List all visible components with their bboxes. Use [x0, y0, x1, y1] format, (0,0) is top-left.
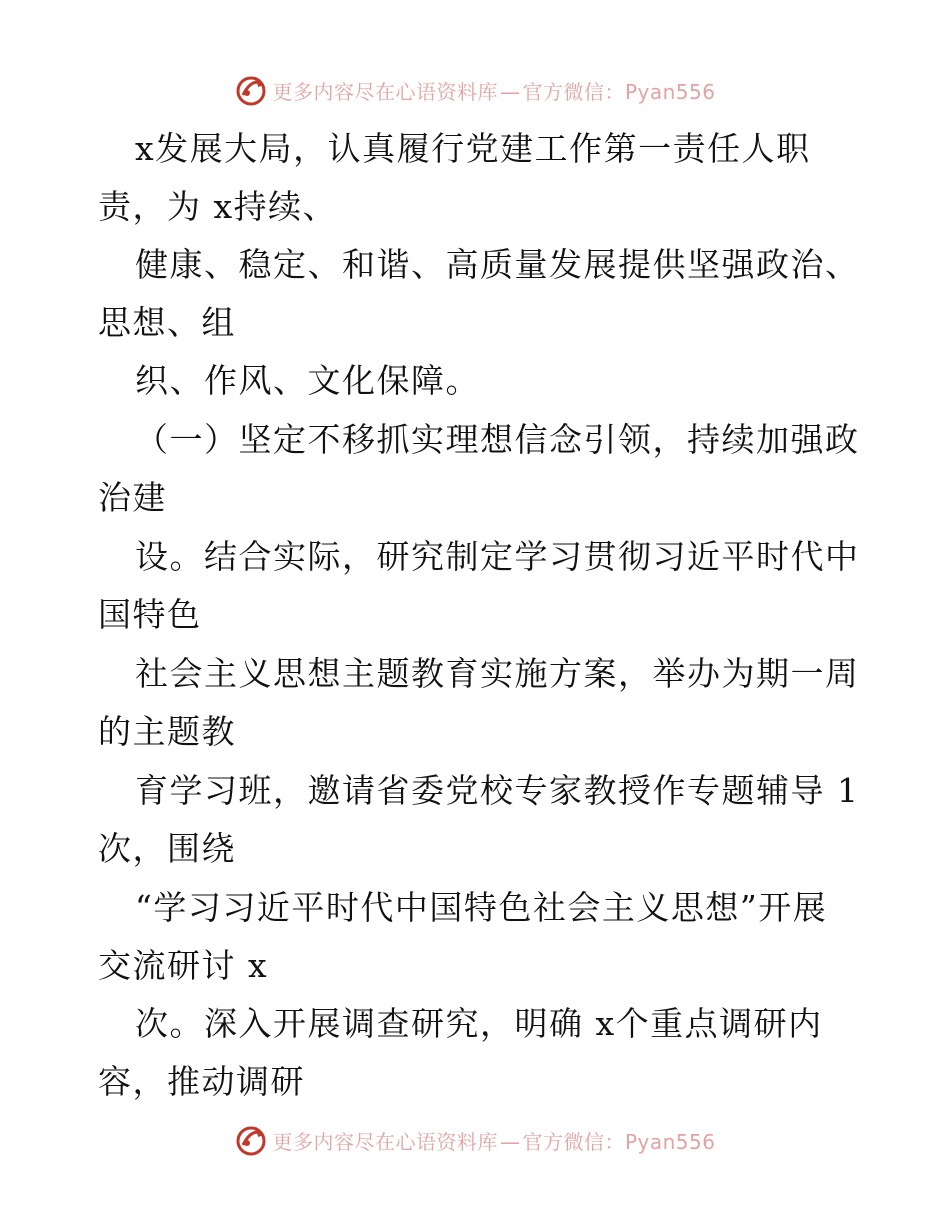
text-line: 治建	[98, 478, 167, 517]
banner-text: 更多内容尽在心语资料库 — 官方微信：Pyan556	[272, 1129, 716, 1154]
text-line: 设。结合实际，研究制定学习贯彻习近平时代中	[135, 537, 860, 576]
footer-banner	[0, 1120, 950, 1160]
text-line: x发展大局，认真履行党建工作第一责任人职	[135, 129, 811, 168]
text-line: 次。深入开展调查研究，明确 x个重点调研内	[135, 1004, 823, 1043]
text-line: 织、作风、文化保障。	[135, 361, 480, 400]
brand-logo-icon	[234, 1123, 268, 1157]
text-line: 责，为 x持续、	[98, 187, 338, 226]
text-line: 健康、稳定、和谐、高质量发展提供坚强政治、	[135, 245, 860, 284]
text-line: 次，围绕	[98, 829, 236, 868]
brand-logo-icon	[234, 73, 268, 107]
header-banner	[0, 70, 950, 110]
text-line: 交流研讨 x	[98, 946, 269, 985]
text-line: 育学习班，邀请省委党校专家教授作专题辅导 1	[135, 771, 860, 810]
text-line: 的主题教	[98, 712, 236, 751]
text-line: 社会主义思想主题教育实施方案，举办为期一周	[135, 654, 860, 693]
text-line: （一）坚定不移抓实理想信念引领，持续加强政	[135, 420, 860, 459]
banner-text: 更多内容尽在心语资料库 — 官方微信：Pyan556	[272, 79, 716, 104]
text-line: 国特色	[98, 595, 202, 634]
text-line: 容，推动调研	[98, 1062, 305, 1101]
text-line: 思想、组	[98, 303, 236, 342]
text-line: “学习习近平时代中国特色社会主义思想”开展	[135, 888, 828, 927]
